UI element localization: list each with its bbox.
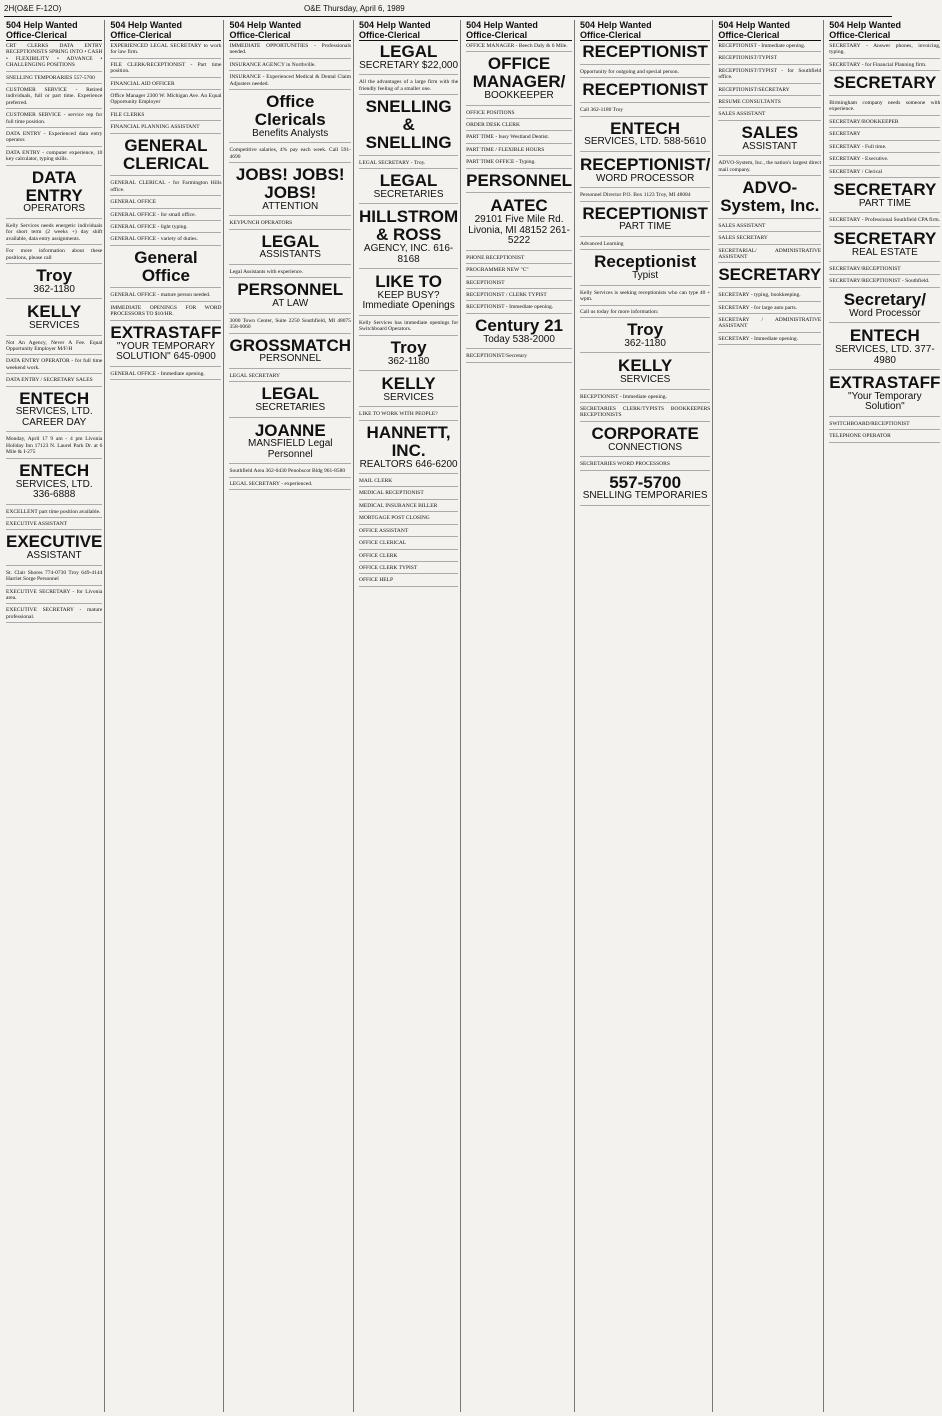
display-ad-title: SECRETARY <box>833 179 937 199</box>
display-ad-subtitle: SERVICES <box>28 320 80 332</box>
classified-ad: SALES ASSISTANT <box>718 111 821 120</box>
display-ad <box>6 462 102 505</box>
display-ad-title: KELLY <box>618 356 673 376</box>
display-ad-subtitle: SERVICES <box>619 374 671 386</box>
column-heading <box>466 20 572 41</box>
display-ad-title: LEGAL <box>261 384 320 404</box>
classified-ad: SECRETARY - for large auto parts. <box>718 305 821 314</box>
classified-ad: RECEPTIONIST / CLERK TYPIST <box>466 292 572 301</box>
display-ad <box>6 533 102 565</box>
display-ad-title: Century 21 <box>475 315 563 335</box>
display-ad-subtitle: "Your Temporary Solution" <box>848 390 922 413</box>
display-ad <box>359 98 458 156</box>
column-heading-line2: Office-Clerical <box>229 30 291 40</box>
classified-ad: GENERAL OFFICE - mature person needed. <box>110 292 221 301</box>
display-ad <box>110 249 221 289</box>
classified-ad: SWITCHBOARD/RECEPTIONIST <box>829 421 940 430</box>
display-ad-subtitle: SERVICES, LTD. 588-5610 <box>584 136 707 148</box>
classified-ad: EXECUTIVE SECRETARY - for Livonia area. <box>6 589 102 605</box>
column-heading-line1: 504 Help Wanted <box>359 20 431 30</box>
display-ad <box>580 253 710 285</box>
display-ad-title: KELLY <box>381 374 436 394</box>
display-ad-title: RECEPTIONIST <box>582 203 708 223</box>
display-ad-subtitle: 362-1180 <box>33 283 75 295</box>
display-ad <box>580 205 710 237</box>
classified-ad: GENERAL OFFICE - Immediate opening. <box>110 371 221 380</box>
display-ad-subtitle: Benefits Analysts <box>252 127 329 139</box>
classified-ad: GENERAL OFFICE - light typing. <box>110 224 221 233</box>
classified-ad: INSURANCE AGENCY in Northville. <box>229 62 351 71</box>
display-ad-title: RECEPTIONIST/ <box>579 154 711 174</box>
column-7 <box>716 20 824 1412</box>
classified-ad: OFFICE MANAGER - Beech Daly & 6 Mile. <box>466 43 572 52</box>
classified-ad: RECEPTIONIST/SECRETARY <box>718 87 821 96</box>
display-ad-subtitle: CONNECTIONS <box>608 441 683 453</box>
display-ad-title: HILLSTROM & ROSS <box>359 207 459 245</box>
classified-ad: SECRETARIES CLERK/TYPISTS BOOKKEEPERS RECEPTIONISTS <box>580 406 710 422</box>
display-ad-subtitle: AGENCY, INC. 616-8168 <box>363 243 454 265</box>
display-ad-subtitle: ASSISTANT <box>742 140 798 152</box>
classified-ad: All the advantages of a large firm with the friendly feeling of a smaller one. <box>359 79 458 95</box>
classified-ad: SECRETARY - Immediate opening. <box>718 336 821 345</box>
classified-ad: SECRETARY/BOOKKEEPER <box>829 119 940 128</box>
display-ad <box>359 208 458 269</box>
display-ad <box>359 273 458 316</box>
classified-ad: Call 362-1180 Troy <box>580 107 710 116</box>
display-ad-title: SECRETARY <box>833 228 937 248</box>
classified-ad: FILE CLERK/RECEPTIONIST - Part time position. <box>110 62 221 78</box>
display-ad-subtitle: ASSISTANTS <box>259 249 321 261</box>
classified-ad: Southfield Area 362-0430 Penobscot Bldg 961-8580 <box>229 468 351 477</box>
display-ad-title: Troy <box>627 319 664 339</box>
display-ad <box>580 321 710 353</box>
classified-ad: MEDICAL INSURANCE BILLER <box>359 503 458 512</box>
classified-ad: OFFICE CLERK <box>359 553 458 562</box>
display-ad-title: 557-5700 <box>609 472 682 492</box>
display-ad-title: OFFICE MANAGER/ <box>472 54 566 92</box>
classified-ad: SECRETARY - for Financial Planning firm. <box>829 62 940 71</box>
display-ad <box>718 124 821 156</box>
display-ad-subtitle: SERVICES, LTD. CAREER DAY <box>15 406 93 428</box>
display-ad-subtitle: PERSONNEL <box>259 353 322 365</box>
display-ad <box>110 137 221 177</box>
classified-ad: SECRETARY / ADMINISTRATIVE ASSISTANT <box>718 317 821 333</box>
classified-ad: DATA ENTRY OPERATOR - for full time weekend work. <box>6 358 102 374</box>
display-ad <box>229 166 351 216</box>
display-ad-title: SECRETARY <box>833 73 937 93</box>
display-ad <box>359 424 458 474</box>
display-ad-title: ENTECH <box>19 388 90 408</box>
display-ad <box>229 233 351 265</box>
display-ad <box>580 474 710 506</box>
display-ad-title: Secretary/ <box>843 289 926 309</box>
column-2 <box>108 20 224 1412</box>
display-ad <box>229 281 351 313</box>
display-ad <box>110 324 221 367</box>
column-heading <box>110 20 221 41</box>
classified-ad: SECRETARY / Clerical <box>829 169 940 178</box>
display-ad-subtitle: WORD PROCESSOR <box>595 172 695 184</box>
display-ad <box>466 172 572 194</box>
classified-ad: Advanced Learning <box>580 241 710 250</box>
classified-ad: SECRETARY - typing, bookkeeping. <box>718 292 821 301</box>
display-ad-title: DATA ENTRY <box>25 167 83 205</box>
display-ad-title: LEGAL <box>379 42 438 61</box>
display-ad <box>829 374 940 417</box>
classified-ad: MORTGAGE POST CLOSING <box>359 515 458 524</box>
display-ad-subtitle: 362-1180 <box>387 355 430 367</box>
display-ad <box>580 425 710 457</box>
display-ad-subtitle: REAL ESTATE <box>851 246 918 258</box>
display-ad-title: ENTECH <box>610 118 681 138</box>
display-ad-title: SNELLING & SNELLING <box>365 97 452 152</box>
classified-ad: OFFICE CLERK TYPIST <box>359 565 458 574</box>
display-ad <box>829 327 940 370</box>
column-heading-line1: 504 Help Wanted <box>829 20 901 30</box>
classified-ad: Opportunity for outgoing and special person. <box>580 69 710 78</box>
classified-ad: CUSTOMER SERVICE - service rep for full time position. <box>6 112 102 128</box>
display-ad <box>6 303 102 335</box>
classified-ad: Office Manager 2300 W. Michigan Ave. An Equal Opportunity Employer <box>110 93 221 109</box>
display-ad-title: RECEPTIONIST <box>582 42 708 61</box>
classified-ad: MAIL CLERK <box>359 478 458 487</box>
classified-ad: CUSTOMER SERVICE - Retired individuals, full or part time. Experience preferred. <box>6 87 102 109</box>
column-heading <box>229 20 351 41</box>
display-ad-title: LIKE TO <box>375 272 442 292</box>
classified-ad: For more information about these positions, please call <box>6 248 102 264</box>
column-heading-line2: Office-Clerical <box>829 30 891 40</box>
display-ad-subtitle: SERVICES, LTD. 336-6888 <box>15 478 93 501</box>
display-ad-title: LEGAL <box>261 231 320 251</box>
classified-ad: FILE CLERKS <box>110 112 221 121</box>
display-ad-subtitle: Typist <box>632 270 659 282</box>
classified-ad: FINANCIAL AID OFFICER <box>110 81 221 90</box>
display-ad <box>6 267 102 299</box>
column-5 <box>464 20 575 1412</box>
classified-ad: RECEPTIONIST - Immediate opening. <box>466 304 572 313</box>
classified-ad: Personnel Director P.O. Box 1123 Troy, MI 48084 <box>580 192 710 201</box>
display-ad-title: JOANNE <box>254 420 326 440</box>
classified-ad: SECRETARIES WORD PROCESSORS <box>580 461 710 470</box>
column-heading-line1: 504 Help Wanted <box>718 20 790 30</box>
display-ad-title: EXECUTIVE <box>6 532 103 552</box>
classified-ad: 3000 Town Center, Suite 2250 Southfield, MI 48075 358-0060 <box>229 318 351 334</box>
classified-ad: KEYPUNCH OPERATORS <box>229 220 351 229</box>
classified-ad: SALES SECRETARY <box>718 235 821 244</box>
column-heading <box>6 20 102 41</box>
display-ad-title: HANNETT, INC. <box>366 422 451 460</box>
page-folio: 2H(O&E F-12O) <box>4 4 62 13</box>
display-ad <box>829 181 940 213</box>
column-1 <box>4 20 105 1412</box>
display-ad-subtitle: SNELLING TEMPORARIES <box>582 490 708 502</box>
classified-ad: Not An Agency, Never A Fee. Equal Opportunity Employer M/F/H <box>6 340 102 356</box>
paper-dateline: O&E Thursday, April 6, 1989 <box>304 4 405 13</box>
classified-ad: SECRETARY <box>829 131 940 140</box>
classified-ad: PART TIME OFFICE - Typing. <box>466 159 572 168</box>
classified-ad: EXECUTIVE ASSISTANT <box>6 521 102 530</box>
display-ad-title: SALES <box>741 122 799 142</box>
display-ad <box>359 339 458 371</box>
display-ad <box>580 43 710 65</box>
classified-ad: OFFICE CLERICAL <box>359 540 458 549</box>
display-ad-subtitle: OPERATORS <box>23 203 86 215</box>
classified-ad: Monday, April 17 9 am - 4 pm Livonia Holiday Inn 17123 N. Laurel Park Dr. at 6 Mile & I-275 <box>6 436 102 458</box>
display-ad <box>229 93 351 143</box>
display-ad-subtitle: ATTENTION <box>262 200 319 212</box>
classified-ad: DATA ENTRY / SECRETARY SALES <box>6 377 102 386</box>
display-ad-subtitle: AT LAW <box>272 298 309 310</box>
classified-ad: SALES ASSISTANT <box>718 223 821 232</box>
classified-ad: DATA ENTRY - Experienced data entry operator. <box>6 131 102 147</box>
classified-ad: RESUME CONSULTANTS <box>718 99 821 108</box>
classified-ad: RECEPTIONIST/Secretary <box>466 353 572 362</box>
display-ad <box>466 197 572 250</box>
display-ad-title: EXTRASTAFF <box>829 373 941 392</box>
display-ad <box>6 169 102 219</box>
classified-ad: OFFICE ASSISTANT <box>359 528 458 537</box>
display-ad-title: AATEC <box>490 196 548 216</box>
column-heading-line2: Office-Clerical <box>718 30 780 40</box>
classified-ad: MEDICAL RECEPTIONIST <box>359 490 458 499</box>
classified-ad: OFFICE HELP <box>359 577 458 586</box>
classified-ad: St. Clair Shores 774-0730 Troy 649-4144 Harriet Sorge Personnel <box>6 570 102 586</box>
column-heading-line1: 504 Help Wanted <box>6 20 78 30</box>
classified-ad: SECRETARY - Professional Southfield CPA firm. <box>829 217 940 226</box>
display-ad-subtitle: PART TIME <box>858 197 911 209</box>
classified-ad: SNELLING TEMPORARIES 557-5700 <box>6 75 102 84</box>
column-heading-line1: 504 Help Wanted <box>466 20 538 30</box>
display-ad <box>359 43 458 75</box>
display-ad-title: GENERAL CLERICAL <box>122 135 209 173</box>
classified-ad: GENERAL CLERICAL - for Farmington Hills office. <box>110 180 221 196</box>
display-ad-subtitle: KEEP BUSY? Immediate Openings <box>362 289 455 312</box>
classified-ad: LEGAL SECRETARY - experienced. <box>229 481 351 490</box>
column-heading-line1: 504 Help Wanted <box>579 20 652 30</box>
classified-ad: Birmingham company needs someone with experience. <box>829 100 940 116</box>
display-ad <box>718 266 821 288</box>
classified-ad: EXCELLENT part time position available. <box>6 509 102 518</box>
classified-ad: IMMEDIATE OPPORTUNITIES - Professionals needed. <box>229 43 351 59</box>
display-ad-subtitle: PART TIME <box>619 221 672 233</box>
classified-ad: SECRETARY - Executive. <box>829 156 940 165</box>
display-ad-title: SECRETARY <box>718 265 822 285</box>
display-ad-title: GROSSMATCH <box>229 335 351 355</box>
display-ad-subtitle: ASSISTANT <box>26 550 82 562</box>
classified-ad: Legal Assistants with experience. <box>229 269 351 278</box>
display-ad-title: CORPORATE <box>591 423 699 443</box>
classified-ad: EXECUTIVE SECRETARY - mature professional. <box>6 607 102 623</box>
classified-ad: GENERAL OFFICE - for small office. <box>110 212 221 221</box>
classified-ad: ADVO-System, Inc., the nation's largest direct mail company. <box>718 160 821 176</box>
classified-ad: LIKE TO WORK WITH PEOPLE? <box>359 411 458 420</box>
display-ad-title: ADVO-System, Inc. <box>720 178 820 215</box>
page-header <box>4 4 892 16</box>
classified-ad: CRT CLERKS DATA ENTRY RECEPTIONISTS SPRING INTO • CASH • FLEXIBILITY • ADVANCE • CHALLENGING POSITIONS <box>6 43 102 72</box>
classified-ad: FINANCIAL PLANNING ASSISTANT <box>110 124 221 133</box>
display-ad-subtitle: 29101 Five Mile Rd. Livonia, MI 48152 261-5222 <box>468 214 570 247</box>
display-ad-subtitle: Word Processor <box>849 307 921 319</box>
display-ad <box>466 317 572 349</box>
display-ad <box>229 385 351 417</box>
display-ad-title: KELLY <box>27 302 82 322</box>
classified-ad: SECRETARY/RECEPTIONIST - Southfield. <box>829 278 940 287</box>
classified-ad: RECEPTIONIST - Immediate opening. <box>580 394 710 403</box>
header-rule <box>4 16 892 17</box>
display-ad-subtitle: SERVICES <box>383 391 434 403</box>
classified-ad: IMMEDIATE OPENINGS FOR WORD PROCESSORS TO $10/HR. <box>110 305 221 321</box>
classified-ad: RECEPTIONIST/TYPIST - for Southfield office. <box>718 68 821 84</box>
classified-ad: Call us today for more information: <box>580 309 710 318</box>
display-ad <box>359 375 458 407</box>
classified-ad: PART TIME / FLEXIBLE HOURS <box>466 147 572 156</box>
column-heading-line1: 504 Help Wanted <box>110 20 183 30</box>
classified-ad: SECRETARIAL/ ADMINISTRATIVE ASSISTANT <box>718 248 821 264</box>
display-ad-subtitle: 362-1180 <box>624 337 666 349</box>
display-ad-subtitle: Today 538-2000 <box>483 333 555 345</box>
classified-ad: LEGAL SECRETARY <box>229 373 351 382</box>
display-ad-title: Receptionist <box>594 252 697 272</box>
display-ad <box>229 337 351 369</box>
display-ad-subtitle: "YOUR TEMPORARY SOLUTION" 645-0900 <box>116 340 216 363</box>
classified-ad: PROGRAMMER NEW "C" <box>466 267 572 276</box>
classified-ad: GENERAL OFFICE - variety of duties. <box>110 236 221 245</box>
display-ad <box>829 291 940 323</box>
display-ad <box>580 156 710 188</box>
classified-ad: Kelly Services needs energetic individuals for short term (2 weeks +) day shift available, data entry assignments. <box>6 223 102 245</box>
classified-ad: PHONE RECEPTIONIST <box>466 255 572 264</box>
classified-ad: GENERAL OFFICE <box>110 199 221 208</box>
column-heading <box>359 20 458 41</box>
column-4 <box>357 20 461 1412</box>
classified-columns <box>4 20 941 1412</box>
display-ad-title: Office Clericals <box>254 92 326 129</box>
column-heading-line2: Office-Clerical <box>110 30 172 40</box>
display-ad-title: PERSONNEL <box>466 170 572 190</box>
column-heading-line2: Office-Clerical <box>359 30 421 40</box>
classified-ad: Kelly Services is seeking receptionists who can type 40 + wpm. <box>580 290 710 306</box>
classified-ad: SECRETARY - Answer phones, invoicing, typing. <box>829 43 940 59</box>
classified-ad: ORDER DESK CLERK <box>466 122 572 131</box>
classified-ad: RECEPTIONIST/TYPIST <box>718 55 821 64</box>
display-ad-title: EXTRASTAFF <box>110 322 222 342</box>
classified-ad: OFFICE POSITIONS <box>466 110 572 119</box>
display-ad <box>580 81 710 103</box>
display-ad-subtitle: SECRETARY $22,000 <box>359 59 459 71</box>
display-ad-subtitle: REALTORS 646-6200 <box>359 458 458 470</box>
classified-ad: TELEPHONE OPERATOR <box>829 433 940 442</box>
display-ad <box>718 179 821 219</box>
display-ad-title: JOBS! JOBS! JOBS! <box>235 165 345 202</box>
display-ad-title: LEGAL <box>379 171 438 191</box>
classified-ad: DATA ENTRY - computer experience, 10 key calculator, typing skills. <box>6 150 102 166</box>
column-heading-line2: Office-Clerical <box>6 30 68 40</box>
display-ad <box>580 120 710 152</box>
display-ad <box>580 357 710 389</box>
display-ad <box>466 55 572 105</box>
display-ad-title: ENTECH <box>19 460 90 480</box>
column-heading-line2: Office-Clerical <box>466 30 528 40</box>
display-ad-subtitle: BOOKKEEPER <box>484 90 554 102</box>
column-heading-line2: Office-Clerical <box>579 30 641 40</box>
column-heading <box>718 20 821 41</box>
classified-ad: PART TIME - busy Westland Dentist. <box>466 134 572 143</box>
classified-ad: RECEPTIONIST - Immediate opening. <box>718 43 821 52</box>
column-heading <box>580 20 710 41</box>
display-ad-subtitle: SERVICES, LTD. 377-4980 <box>835 344 935 366</box>
display-ad-title: RECEPTIONIST <box>582 80 708 100</box>
column-heading <box>829 20 940 41</box>
display-ad-subtitle: SECRETARIES <box>255 402 326 414</box>
display-ad-title: ENTECH <box>849 326 920 346</box>
classified-ad: EXPERIENCED LEGAL SECRETARY to work for law firm. <box>110 43 221 59</box>
display-ad-title: Troy <box>36 265 73 285</box>
column-heading-line1: 504 Help Wanted <box>229 20 302 30</box>
column-3 <box>227 20 354 1412</box>
classified-ad: SECRETARY - Full time. <box>829 144 940 153</box>
display-ad-title: General Office <box>134 247 198 285</box>
classified-ad: SECRETARY/RECEPTIONIST <box>829 266 940 275</box>
classified-ad: LEGAL SECRETARY - Troy. <box>359 160 458 169</box>
display-ad-title: PERSONNEL <box>237 280 344 300</box>
display-ad-subtitle: SECRETARIES <box>373 188 444 200</box>
display-ad-subtitle: MANSFIELD Legal Personnel <box>248 438 333 460</box>
display-ad <box>829 74 940 96</box>
column-6 <box>578 20 713 1412</box>
display-ad-title: Troy <box>390 337 427 357</box>
classified-ad: Kelly Services has immediate openings for Switchboard Operators. <box>359 320 458 336</box>
display-ad <box>6 390 102 433</box>
display-ad <box>229 422 351 465</box>
classified-ad: Competitive salaries, 4% pay each week. Call 591-4690 <box>229 147 351 163</box>
display-ad <box>829 230 940 262</box>
classified-ad: RECEPTIONIST <box>466 280 572 289</box>
classified-ad: INSURANCE - Experienced Medical & Dental Claim Adjusters needed. <box>229 74 351 90</box>
display-ad <box>359 172 458 204</box>
column-8 <box>827 20 942 1412</box>
